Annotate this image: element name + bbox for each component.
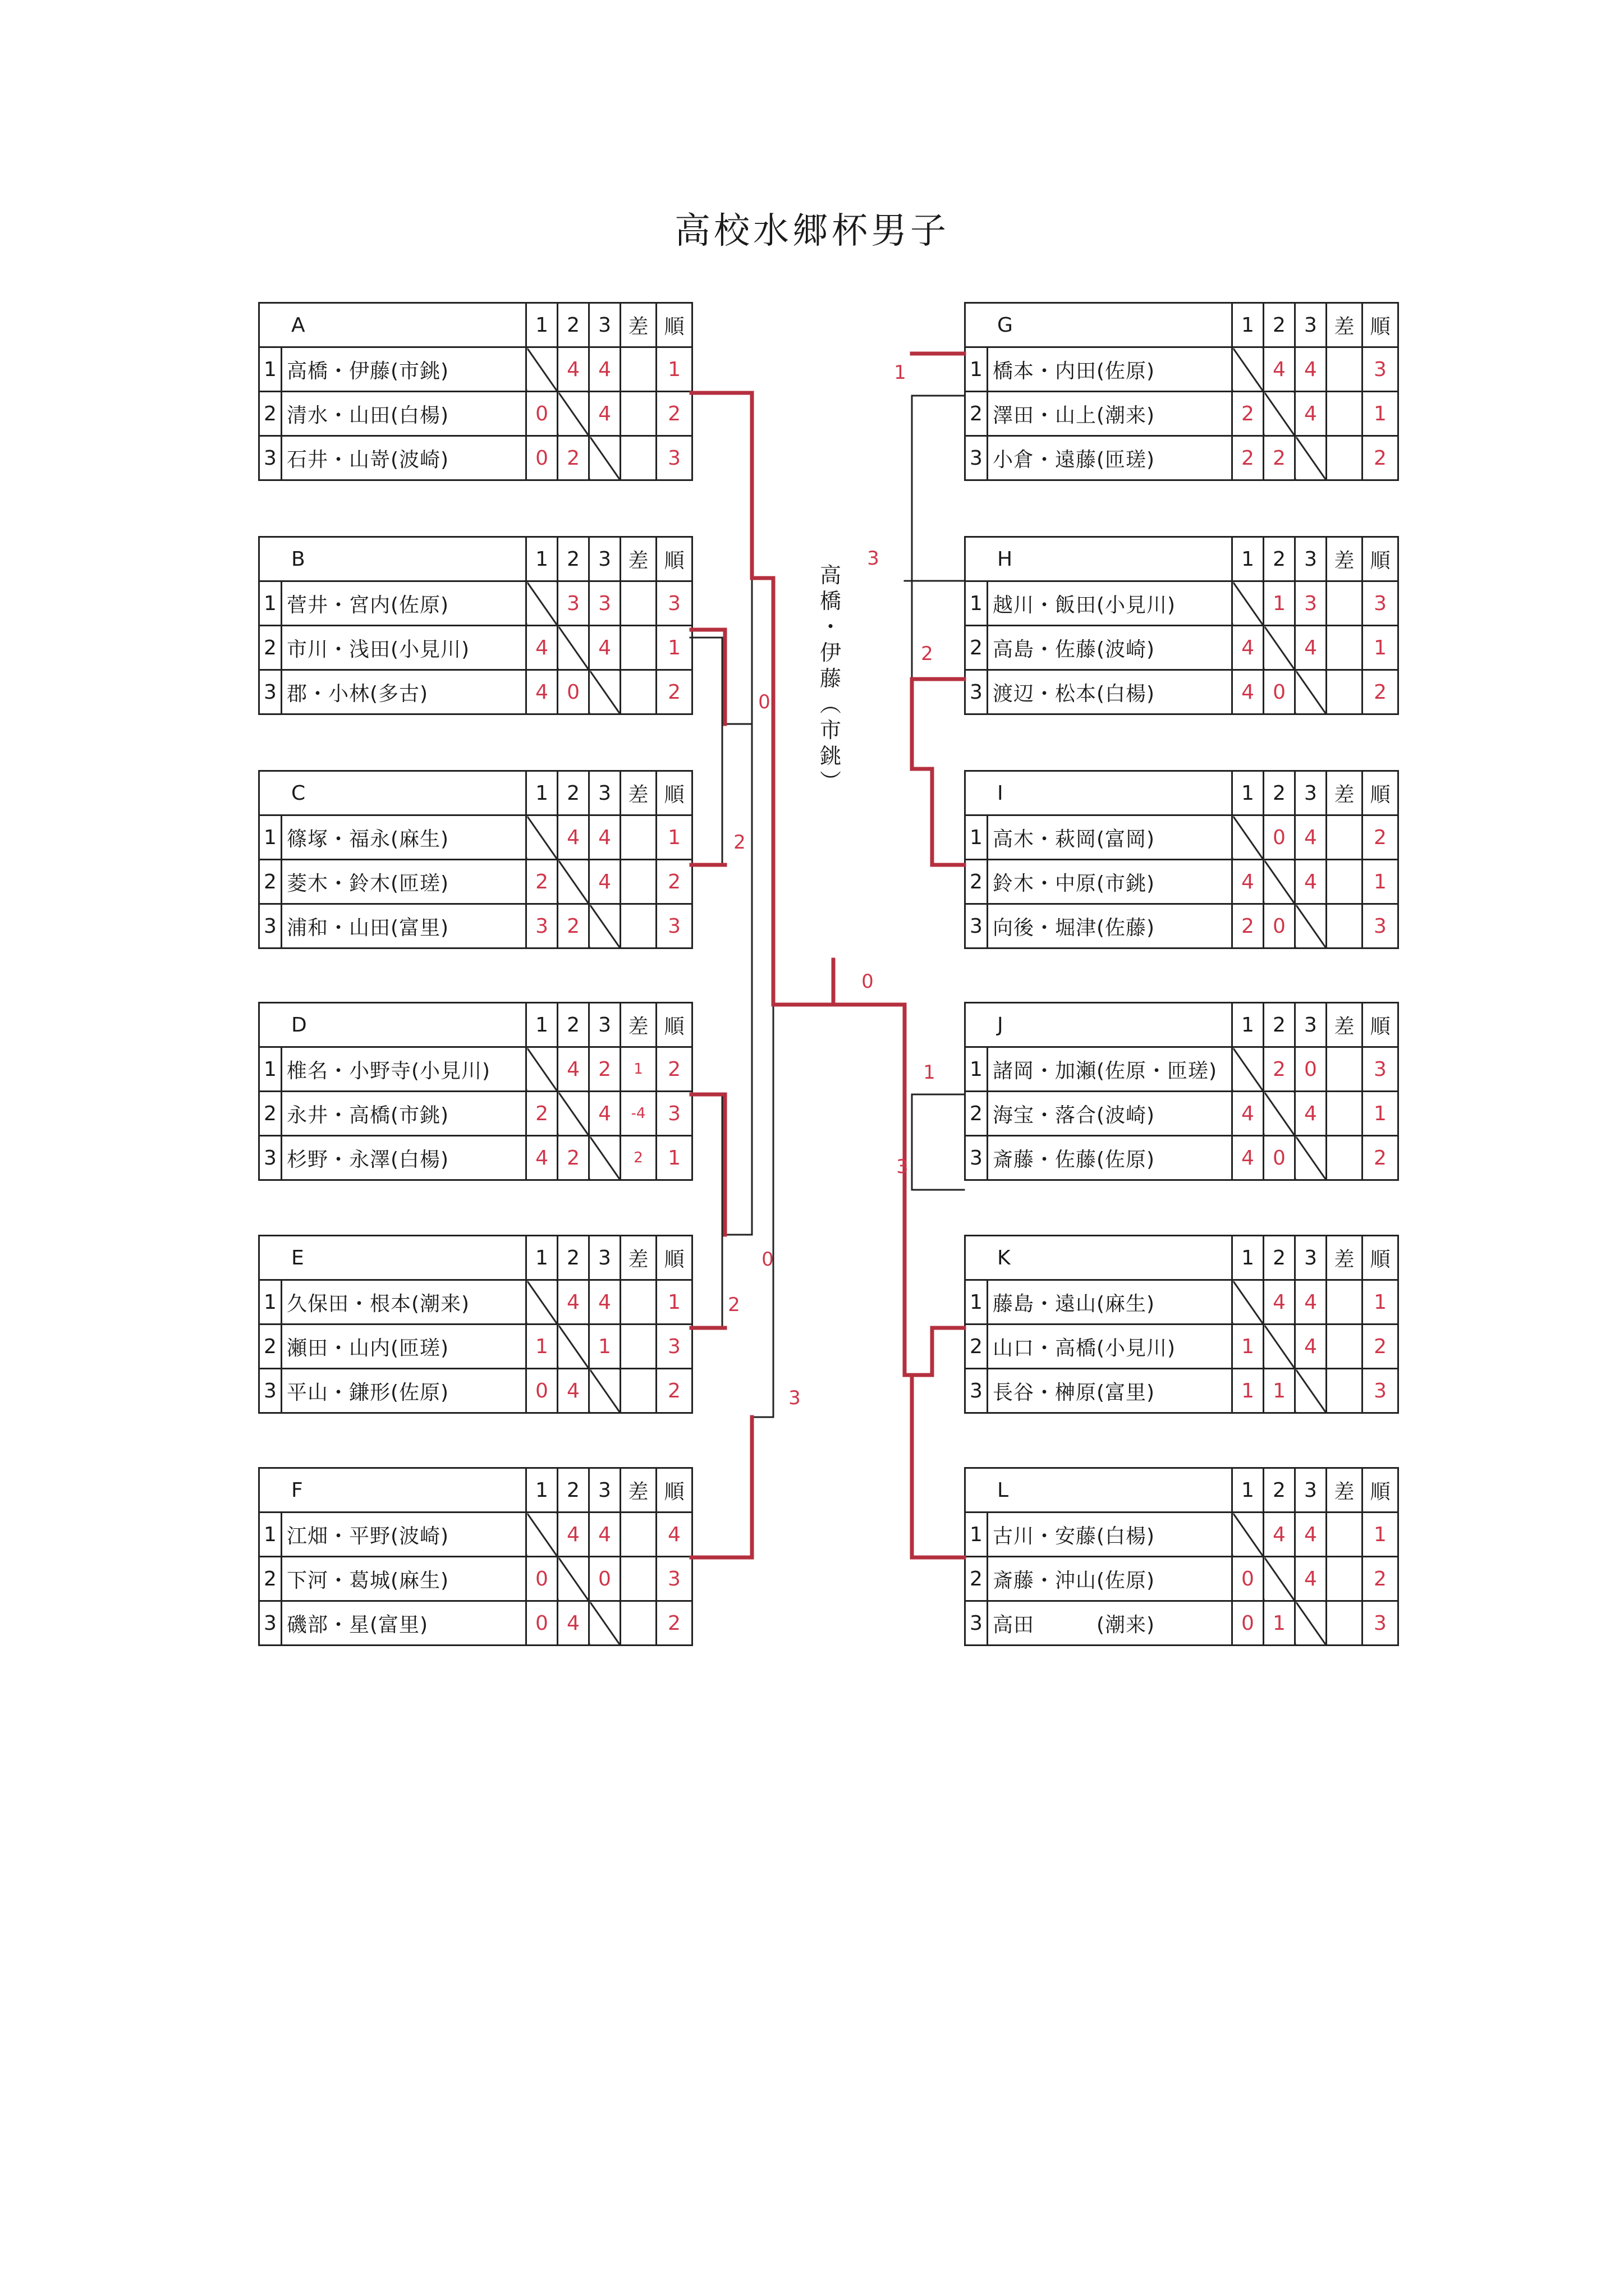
rank-cell: 3 [657, 1092, 692, 1136]
rank-cell: 3 [1362, 581, 1398, 626]
group-name: E [259, 1236, 526, 1280]
score-cell: 4 [1295, 860, 1327, 904]
rank-cell: 3 [657, 904, 692, 948]
rank-cell: 1 [657, 347, 692, 392]
rank-cell: 2 [1362, 436, 1398, 480]
rank-cell: 1 [657, 626, 692, 670]
team-name: 郡・小林(多古) [282, 670, 526, 714]
column-header: 順 [657, 303, 692, 347]
seed-number: 3 [259, 670, 282, 714]
team-name: 菱木・鈴木(匝瑳) [282, 860, 526, 904]
score-cell: 4 [526, 670, 558, 714]
group-name: D [259, 1003, 526, 1047]
rank-cell: 3 [1362, 904, 1398, 948]
column-header: 差 [1327, 1468, 1362, 1513]
seed-number: 3 [965, 670, 988, 714]
column-header: 3 [1295, 1468, 1327, 1513]
score-cell: 4 [558, 347, 589, 392]
rank-cell: 1 [657, 1136, 692, 1180]
seed-number: 1 [259, 1047, 282, 1092]
column-header: 順 [1362, 1003, 1398, 1047]
diff-cell: -4 [621, 1092, 657, 1136]
group-name: K [965, 1236, 1232, 1280]
team-name: 小倉・遠藤(匝瑳) [988, 436, 1232, 480]
diff-cell: 2 [621, 1136, 657, 1180]
column-header: 順 [657, 1003, 692, 1047]
score-cell: 4 [558, 815, 589, 860]
column-header: 2 [1264, 771, 1295, 815]
rank-cell: 1 [1362, 860, 1398, 904]
team-name: 長谷・榊原(富里) [988, 1369, 1232, 1413]
score-cell: 0 [558, 670, 589, 714]
column-header: 2 [1264, 1236, 1295, 1280]
bracket-line [912, 1094, 964, 1190]
bracket-line [752, 1005, 773, 1417]
seed-number: 2 [259, 860, 282, 904]
column-header: 3 [589, 1468, 621, 1513]
team-name: 藤島・遠山(麻生) [988, 1280, 1232, 1325]
seed-number: 2 [965, 1557, 988, 1601]
team-name: 市川・浅田(小見川) [282, 626, 526, 670]
column-header: 差 [621, 303, 657, 347]
score-cell: 2 [558, 436, 589, 480]
score-cell: 4 [526, 1136, 558, 1180]
score-cell: 0 [1264, 670, 1295, 714]
seed-number: 3 [259, 904, 282, 948]
bracket-score: 3 [788, 1387, 801, 1409]
score-cell: 0 [1264, 904, 1295, 948]
column-header: 3 [1295, 1236, 1327, 1280]
column-header: 1 [526, 1003, 558, 1047]
bracket-line [690, 638, 722, 865]
rank-cell: 2 [1362, 815, 1398, 860]
seed-number: 3 [965, 1136, 988, 1180]
team-name: 斎藤・沖山(佐原) [988, 1557, 1232, 1601]
page-title: 高校水郷杯男子 [675, 210, 949, 252]
column-header: 1 [1232, 303, 1264, 347]
score-cell: 4 [1232, 1136, 1264, 1180]
team-name: 澤田・山上(潮来) [988, 392, 1232, 436]
score-cell: 2 [526, 860, 558, 904]
rank-cell: 1 [1362, 1092, 1398, 1136]
column-header: 差 [1327, 1003, 1362, 1047]
seed-number: 3 [965, 436, 988, 480]
score-cell: 3 [589, 581, 621, 626]
champion-char: 伊 [819, 640, 841, 665]
team-name: 渡辺・松本(白楊) [988, 670, 1232, 714]
group-name: C [259, 771, 526, 815]
rank-cell: 3 [1362, 1047, 1398, 1092]
score-cell: 4 [1232, 670, 1264, 714]
rank-cell: 3 [657, 1557, 692, 1601]
column-header: 2 [558, 1468, 589, 1513]
seed-number: 2 [965, 1325, 988, 1369]
column-header: 差 [621, 1468, 657, 1513]
score-cell: 4 [1295, 1325, 1327, 1369]
column-header: 順 [657, 1236, 692, 1280]
group-name: J [965, 1003, 1232, 1047]
column-header: 1 [526, 537, 558, 581]
column-header: 2 [1264, 303, 1295, 347]
score-cell: 4 [589, 1280, 621, 1325]
seed-number: 3 [259, 436, 282, 480]
column-header: 1 [526, 303, 558, 347]
score-cell: 4 [1295, 347, 1327, 392]
team-name: 瀬田・山内(匝瑳) [282, 1325, 526, 1369]
score-cell: 1 [1264, 581, 1295, 626]
seed-number: 1 [259, 815, 282, 860]
column-header: 差 [621, 1236, 657, 1280]
champion-char: 橋 [819, 589, 841, 613]
column-header: 順 [1362, 537, 1398, 581]
seed-number: 3 [965, 904, 988, 948]
bracket-score: 2 [733, 831, 746, 854]
seed-number: 2 [259, 626, 282, 670]
seed-number: 2 [965, 392, 988, 436]
column-header: 1 [1232, 1003, 1264, 1047]
score-cell: 4 [1295, 1557, 1327, 1601]
bracket-score: 3 [867, 547, 879, 570]
champion-char: 市 [819, 718, 841, 743]
column-header: 1 [526, 1468, 558, 1513]
column-header: 2 [558, 771, 589, 815]
group-name: G [965, 303, 1232, 347]
champion-char: ︶ [819, 769, 841, 794]
rank-cell: 1 [657, 1280, 692, 1325]
rank-cell: 1 [1362, 1513, 1398, 1557]
group-name: A [259, 303, 526, 347]
column-header: 2 [558, 303, 589, 347]
score-cell: 0 [589, 1557, 621, 1601]
rank-cell: 3 [1362, 1369, 1398, 1413]
rank-cell: 3 [657, 581, 692, 626]
score-cell: 1 [589, 1325, 621, 1369]
champion-char: 高 [819, 563, 841, 588]
team-name: 高木・萩岡(富岡) [988, 815, 1232, 860]
column-header: 2 [558, 537, 589, 581]
score-cell: 4 [589, 1513, 621, 1557]
score-cell: 4 [1295, 1092, 1327, 1136]
score-cell: 0 [526, 1557, 558, 1601]
score-cell: 2 [1264, 1047, 1295, 1092]
column-header: 3 [589, 537, 621, 581]
column-header: 順 [1362, 771, 1398, 815]
rank-cell: 2 [657, 1369, 692, 1413]
team-name: 石井・山嵜(波崎) [282, 436, 526, 480]
score-cell: 0 [526, 436, 558, 480]
team-name: 向後・堀津(佐藤) [988, 904, 1232, 948]
column-header: 1 [526, 1236, 558, 1280]
team-name: 高田 (潮来) [988, 1601, 1232, 1646]
group-name: B [259, 537, 526, 581]
column-header: 3 [589, 303, 621, 347]
score-cell: 0 [1264, 815, 1295, 860]
bracket-score: 1 [894, 361, 906, 384]
score-cell: 4 [1232, 860, 1264, 904]
winner-path [912, 679, 964, 865]
rank-cell: 2 [1362, 670, 1398, 714]
bracket-score: 0 [758, 691, 770, 713]
column-header: 順 [657, 537, 692, 581]
column-header: 差 [1327, 771, 1362, 815]
champion-char: ・ [819, 615, 841, 639]
score-cell: 3 [526, 904, 558, 948]
score-cell: 4 [558, 1513, 589, 1557]
column-header: 3 [589, 1236, 621, 1280]
score-cell: 4 [1295, 1513, 1327, 1557]
team-name: 永井・高橋(市銚) [282, 1092, 526, 1136]
score-cell: 4 [1264, 1280, 1295, 1325]
rank-cell: 2 [657, 1047, 692, 1092]
seed-number: 3 [259, 1601, 282, 1646]
column-header: 3 [1295, 537, 1327, 581]
column-header: 2 [1264, 1003, 1295, 1047]
score-cell: 4 [1264, 347, 1295, 392]
rank-cell: 2 [657, 392, 692, 436]
score-cell: 2 [558, 904, 589, 948]
score-cell: 4 [558, 1280, 589, 1325]
score-cell: 4 [589, 392, 621, 436]
winner-path [912, 1375, 964, 1557]
score-cell: 4 [589, 626, 621, 670]
seed-number: 2 [965, 1092, 988, 1136]
team-name: 磯部・星(富里) [282, 1601, 526, 1646]
score-cell: 4 [589, 1092, 621, 1136]
score-cell: 1 [526, 1325, 558, 1369]
column-header: 差 [1327, 303, 1362, 347]
winner-path [691, 1417, 752, 1557]
score-cell: 2 [1264, 436, 1295, 480]
column-header: 1 [1232, 1468, 1264, 1513]
team-name: 平山・鎌形(佐原) [282, 1369, 526, 1413]
team-name: 諸岡・加瀬(佐原・匝瑳) [988, 1047, 1232, 1092]
seed-number: 1 [259, 581, 282, 626]
score-cell: 2 [589, 1047, 621, 1092]
team-name: 高島・佐藤(波崎) [988, 626, 1232, 670]
column-header: 1 [526, 771, 558, 815]
rank-cell: 2 [1362, 1136, 1398, 1180]
team-name: 山口・高橋(小見川) [988, 1325, 1232, 1369]
team-name: 高橋・伊藤(市銚) [282, 347, 526, 392]
team-name: 鈴木・中原(市銚) [988, 860, 1232, 904]
rank-cell: 1 [1362, 626, 1398, 670]
score-cell: 4 [589, 347, 621, 392]
bracket-score: 2 [728, 1294, 740, 1316]
score-cell: 1 [1232, 1325, 1264, 1369]
rank-cell: 3 [657, 436, 692, 480]
group-name: L [965, 1468, 1232, 1513]
column-header: 3 [1295, 1003, 1327, 1047]
score-cell: 4 [1295, 392, 1327, 436]
bracket-score: 0 [861, 970, 874, 993]
score-cell: 0 [1232, 1601, 1264, 1646]
score-cell: 4 [1295, 1280, 1327, 1325]
score-cell: 2 [558, 1136, 589, 1180]
score-cell: 2 [1232, 392, 1264, 436]
group-name: F [259, 1468, 526, 1513]
seed-number: 1 [965, 1513, 988, 1557]
team-name: 越川・飯田(小見川) [988, 581, 1232, 626]
column-header: 差 [1327, 537, 1362, 581]
rank-cell: 2 [657, 1601, 692, 1646]
team-name: 浦和・山田(富里) [282, 904, 526, 948]
champion-char: 銚 [819, 744, 841, 768]
score-cell: 4 [589, 860, 621, 904]
seed-number: 2 [259, 392, 282, 436]
bracket-score: 1 [923, 1061, 935, 1084]
rank-cell: 3 [1362, 1601, 1398, 1646]
seed-number: 1 [259, 1280, 282, 1325]
score-cell: 2 [1232, 904, 1264, 948]
team-name: 久保田・根本(潮来) [282, 1280, 526, 1325]
score-cell: 4 [1295, 815, 1327, 860]
column-header: 順 [1362, 1236, 1398, 1280]
column-header: 順 [1362, 1468, 1398, 1513]
seed-number: 3 [259, 1369, 282, 1413]
column-header: 順 [1362, 303, 1398, 347]
rank-cell: 3 [657, 1325, 692, 1369]
score-cell: 0 [526, 392, 558, 436]
team-name: 篠塚・福永(麻生) [282, 815, 526, 860]
seed-number: 2 [259, 1092, 282, 1136]
score-cell: 4 [558, 1369, 589, 1413]
bracket-score: 0 [761, 1248, 774, 1271]
seed-number: 3 [965, 1369, 988, 1413]
score-cell: 0 [1295, 1047, 1327, 1092]
column-header: 差 [1327, 1236, 1362, 1280]
seed-number: 2 [259, 1325, 282, 1369]
rank-cell: 1 [1362, 1280, 1398, 1325]
rank-cell: 1 [657, 815, 692, 860]
score-cell: 2 [526, 1092, 558, 1136]
score-cell: 4 [526, 626, 558, 670]
team-name: 杉野・永澤(白楊) [282, 1136, 526, 1180]
score-cell: 1 [1232, 1369, 1264, 1413]
diff-cell: 1 [621, 1047, 657, 1092]
team-name: 江畑・平野(波崎) [282, 1513, 526, 1557]
score-cell: 3 [558, 581, 589, 626]
score-cell: 2 [1232, 436, 1264, 480]
seed-number: 1 [965, 581, 988, 626]
seed-number: 3 [259, 1136, 282, 1180]
bracket-score: 2 [921, 643, 933, 665]
score-cell: 1 [1264, 1601, 1295, 1646]
score-cell: 1 [1264, 1369, 1295, 1413]
column-header: 順 [657, 1468, 692, 1513]
score-cell: 4 [1264, 1513, 1295, 1557]
rank-cell: 2 [657, 860, 692, 904]
rank-cell: 4 [657, 1513, 692, 1557]
column-header: 2 [558, 1236, 589, 1280]
column-header: 2 [1264, 1468, 1295, 1513]
team-name: 斎藤・佐藤(佐原) [988, 1136, 1232, 1180]
seed-number: 1 [965, 1280, 988, 1325]
winner-path [691, 630, 725, 724]
group-name: I [965, 771, 1232, 815]
seed-number: 2 [965, 860, 988, 904]
score-cell: 3 [1295, 581, 1327, 626]
column-header: 1 [1232, 537, 1264, 581]
seed-number: 2 [965, 626, 988, 670]
column-header: 順 [657, 771, 692, 815]
column-header: 2 [558, 1003, 589, 1047]
winner-path [691, 1094, 725, 1235]
column-header: 3 [589, 1003, 621, 1047]
column-header: 1 [1232, 771, 1264, 815]
rank-cell: 2 [657, 670, 692, 714]
rank-cell: 2 [1362, 1325, 1398, 1369]
team-name: 椎名・小野寺(小見川) [282, 1047, 526, 1092]
rank-cell: 1 [1362, 392, 1398, 436]
team-name: 下河・葛城(麻生) [282, 1557, 526, 1601]
team-name: 菅井・宮内(佐原) [282, 581, 526, 626]
column-header: 3 [589, 771, 621, 815]
seed-number: 1 [965, 347, 988, 392]
group-name: H [965, 537, 1232, 581]
score-cell: 4 [589, 815, 621, 860]
score-cell: 4 [558, 1601, 589, 1646]
rank-cell: 2 [1362, 1557, 1398, 1601]
score-cell: 4 [1232, 626, 1264, 670]
column-header: 差 [621, 537, 657, 581]
seed-number: 1 [259, 1513, 282, 1557]
score-cell: 4 [558, 1047, 589, 1092]
score-cell: 0 [1264, 1136, 1295, 1180]
score-cell: 4 [1295, 626, 1327, 670]
score-cell: 0 [526, 1369, 558, 1413]
seed-number: 2 [259, 1557, 282, 1601]
rank-cell: 3 [1362, 347, 1398, 392]
seed-number: 1 [965, 815, 988, 860]
champion-char: 藤 [819, 666, 841, 691]
bracket-line [690, 1094, 722, 1328]
team-name: 古川・安藤(白楊) [988, 1513, 1232, 1557]
team-name: 海宝・落合(波崎) [988, 1092, 1232, 1136]
bracket-line [912, 396, 964, 679]
score-cell: 4 [1232, 1092, 1264, 1136]
champion-name [818, 562, 843, 795]
seed-number: 3 [965, 1601, 988, 1646]
score-cell: 0 [526, 1601, 558, 1646]
column-header: 3 [1295, 303, 1327, 347]
champion-char: ︵ [819, 692, 841, 717]
seed-number: 1 [259, 347, 282, 392]
score-cell: 0 [1232, 1557, 1264, 1601]
seed-number: 1 [965, 1047, 988, 1092]
column-header: 1 [1232, 1236, 1264, 1280]
column-header: 差 [621, 771, 657, 815]
team-name: 清水・山田(白楊) [282, 392, 526, 436]
bracket-score: 3 [896, 1156, 909, 1178]
column-header: 2 [1264, 537, 1295, 581]
team-name: 橋本・内田(佐原) [988, 347, 1232, 392]
column-header: 3 [1295, 771, 1327, 815]
column-header: 差 [621, 1003, 657, 1047]
